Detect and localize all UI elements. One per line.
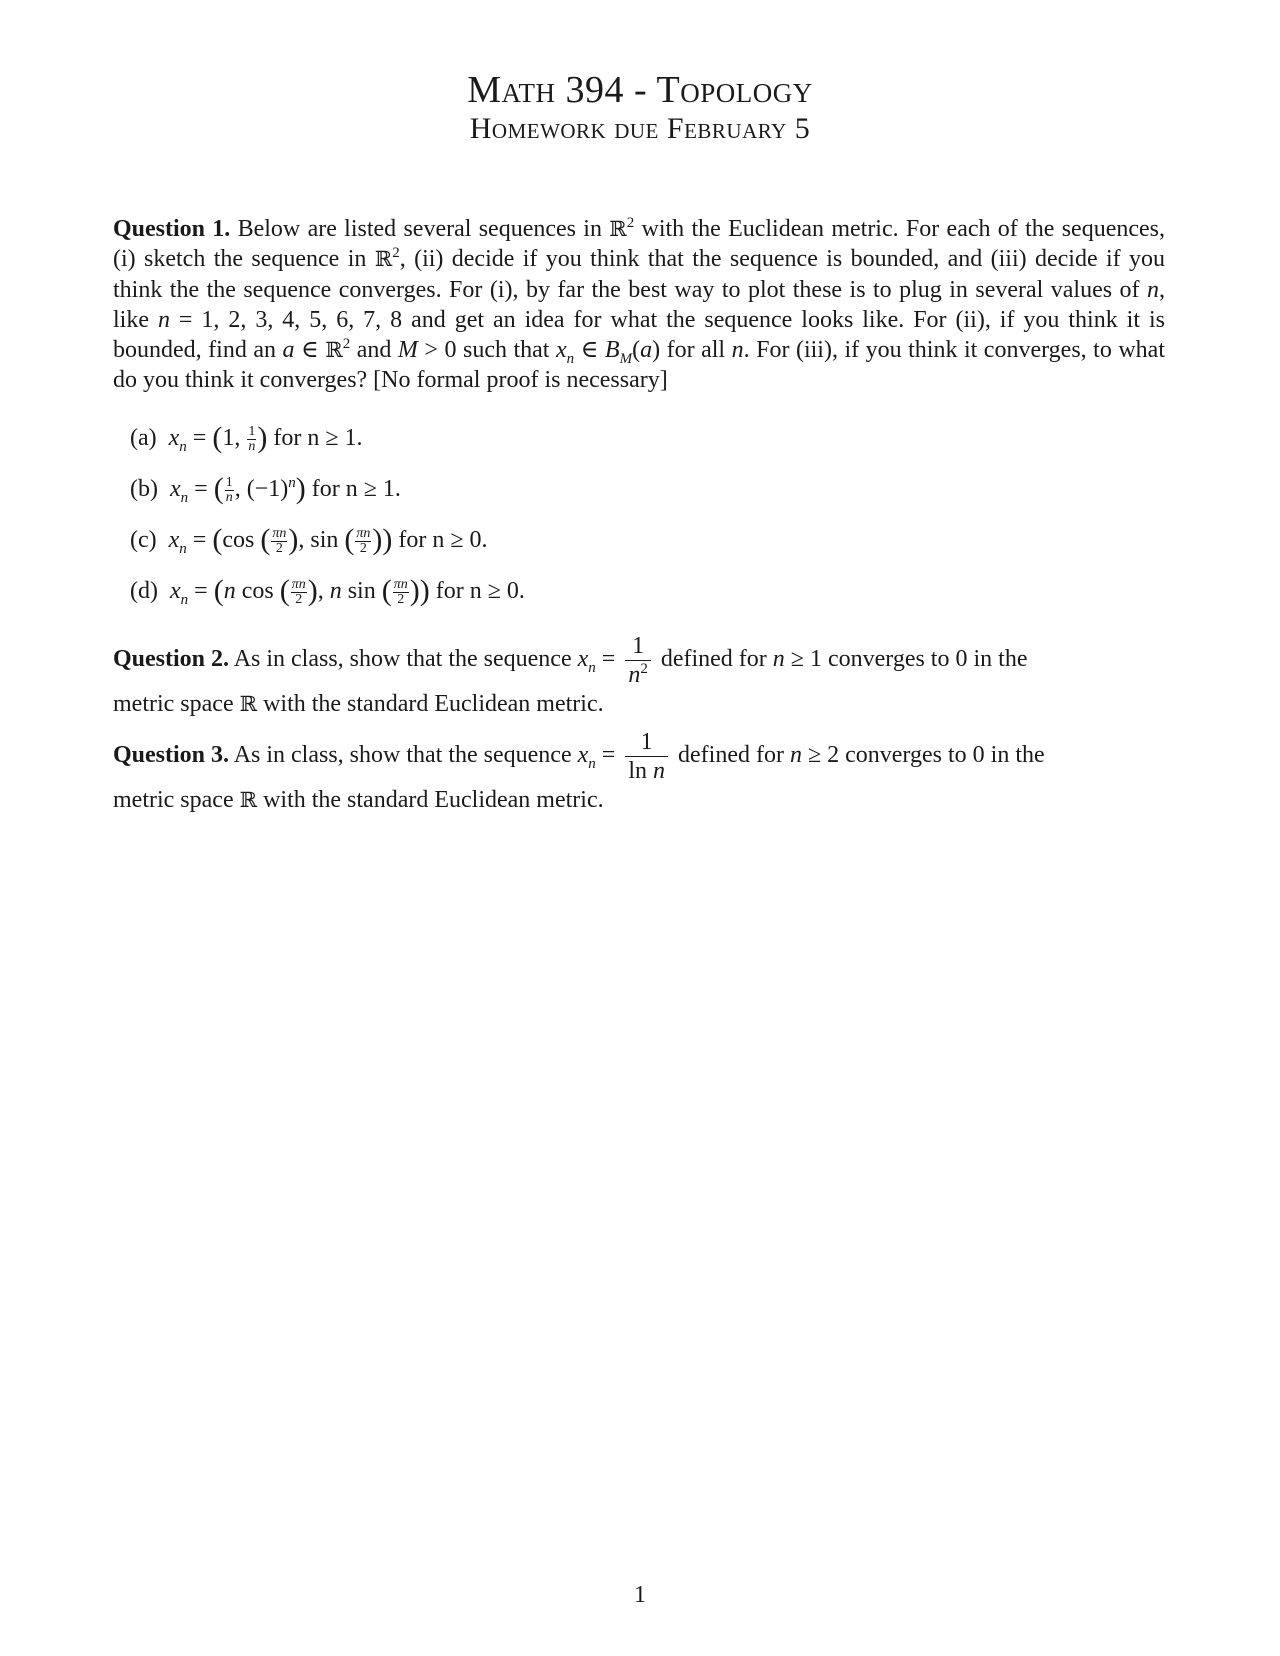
math-a-in-r2: a ∈ ℝ$^2$: [282, 336, 351, 364]
question-2-text-e: with the standard Euclidean metric.: [257, 691, 604, 717]
math-xn-equals: $x_n$ = $\frac{1}{\text{ln n}}$: [578, 742, 672, 768]
item-marker: (d): [130, 578, 158, 604]
item-condition: for n ≥ 1.: [273, 425, 363, 451]
question-2-label: Question 2.: [113, 646, 230, 673]
question-2-text-b: defined for: [654, 646, 773, 673]
question-1-text-e: and get an idea for what the sequence looks like. For (ii), if you think it is bounded, find an: [113, 306, 1165, 364]
question-2: [113, 632, 1165, 719]
question-1-label: Question 1.: [113, 216, 231, 242]
item-marker: (c): [130, 527, 157, 553]
list-item: [130, 469, 525, 520]
question-1-text-b: with the Euclidean metric. For each of the sequences, (i) sketch the sequence in: [113, 216, 1165, 273]
item-marker: (b): [130, 476, 158, 502]
list-item: [130, 520, 525, 571]
math-n-geq-1: n ≥ 1: [772, 646, 822, 673]
math-xn-equals: $x_n$ = $\frac{1}{n^2}$: [578, 646, 655, 672]
title-block: [0, 68, 1280, 146]
question-1-text-h: for all: [660, 337, 732, 364]
item-marker: (a): [130, 425, 157, 451]
sequence-list: [130, 418, 525, 622]
question-2-text-a: As in class, show that the sequence: [229, 646, 578, 673]
math-r: ℝ: [239, 788, 258, 812]
question-3-label: Question 3.: [113, 742, 230, 769]
math-n-geq-2: n ≥ 2: [789, 742, 840, 769]
question-2-text-d: metric space: [113, 691, 240, 717]
sequence-formula: $x_n = (1$, $\frac{1}{n}$ ): [168, 421, 268, 455]
document-subtitle: Homework due February 5: [469, 112, 811, 145]
math-n: n: [731, 337, 744, 364]
question-1-text-c: , (ii) decide if you think that the sequence is bounded, and (iii) decide if you think the the sequence converges. For (i), by far the best way to plot these is to plug in several values of: [113, 246, 1165, 303]
page-number: 1: [634, 1582, 646, 1608]
sequence-formula: $x_n = (n$ cos ( $\frac{\pi n}{2}$ ), n sin ( $\frac{\pi n}{2}$ )): [169, 574, 430, 608]
list-item: [130, 571, 525, 622]
math-r2: ℝ$^2$: [609, 215, 635, 241]
question-3-text-c: converges to 0 in the: [839, 742, 1045, 769]
item-condition: for n ≥ 0.: [398, 527, 488, 553]
document-title: Math 394 - Topology: [467, 69, 813, 111]
math-r: ℝ: [239, 692, 258, 716]
sequence-formula: $x_n$ = ( $\frac{1}{n}$ , $(-1)^n$): [169, 472, 306, 506]
item-condition: for n ≥ 1.: [311, 476, 401, 502]
sequence-formula: $x_n = (\cos$ ( $\frac{\pi n}{2}$ ), sin ( $\frac{\pi n}{2}$ )): [168, 523, 393, 557]
math-n: n: [1147, 276, 1159, 303]
question-3-text-a: As in class, show that the sequence: [229, 742, 578, 769]
question-1-text-i: . For (iii), if you think it converges, to what do you think it converges? [No formal proof is necessary]: [113, 337, 1165, 394]
item-condition: for n ≥ 0.: [435, 578, 525, 604]
question-3-text-e: with the standard Euclidean metric.: [257, 787, 604, 813]
math-r2: ℝ$^2$: [374, 245, 400, 272]
math-xn-in-ball: $x_n$ ∈ $B_M(a)$: [555, 337, 661, 367]
question-3-text-b: defined for: [672, 742, 790, 769]
math-n-values: n = 1, 2, 3, 4, 5, 6, 7, 8: [157, 306, 403, 333]
question-1-text-f: and: [350, 337, 398, 364]
question-3-text-d: metric space: [113, 787, 240, 813]
list-item: [130, 418, 525, 469]
question-3: [113, 728, 1165, 815]
math-m-positive: M > 0: [397, 337, 457, 364]
question-1-text-a: Below are listed several sequences in: [230, 216, 610, 242]
question-1-text-g: such that: [456, 337, 556, 364]
question-1: [113, 214, 1165, 396]
question-2-text-c: converges to 0 in the: [821, 646, 1028, 673]
question-1-text-d: , like: [113, 276, 1165, 333]
